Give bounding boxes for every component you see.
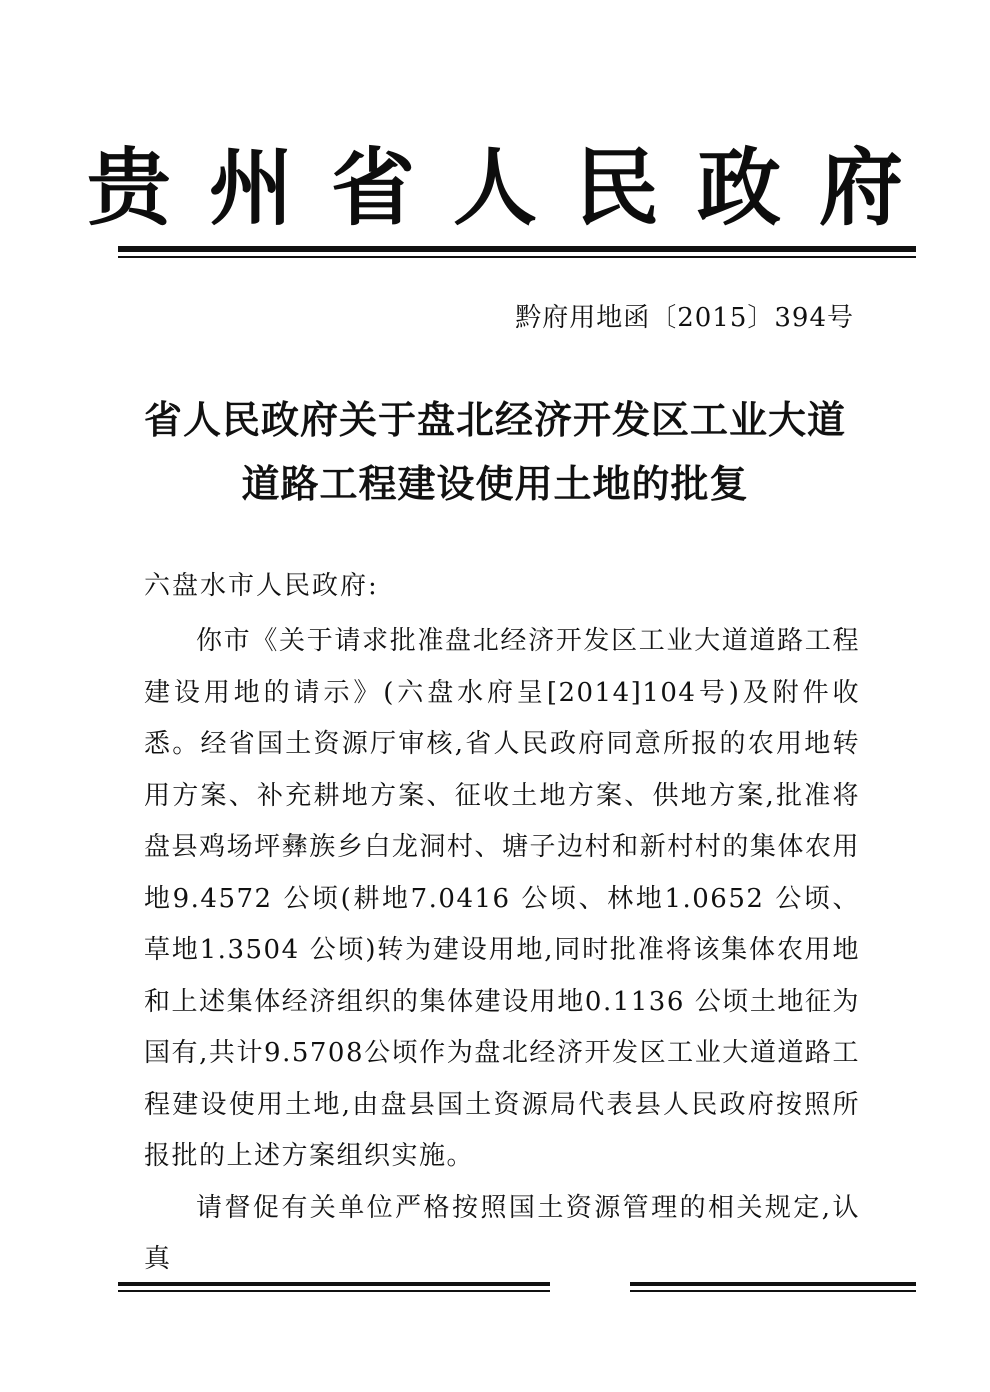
footer-divider-right-thin <box>630 1290 916 1292</box>
header-divider-thin <box>118 256 916 258</box>
body-paragraph-1: 你市《关于请求批准盘北经济开发区工业大道道路工程建设用地的请示》(六盘水府呈[2014]104号)及附件收悉。经省国土资源厅审核,省人民政府同意所报的农用地转用方案、补充耕地方案、征收土地方案、供地方案,批准将盘县鸡场坪彝族乡白龙洞村、塘子边村和新村村的集体农用地9.4572 公顷(耕地7.0416 公顷、林地1.0652 公顷、草地1.3504 公顷)转为建设用地,同时批准将该集体农用地和上述集体经济组织的集体建设用地0.1136 公顷土地征为国有,共计9.5708公顷作为盘北经济开发区工业大道道路工程建设使用土地,由盘县国土资源局代表县人民政府按照所报批的上述方案组织实施。 <box>144 626 860 1171</box>
issuer-header: 贵州省人民政府 <box>86 139 941 237</box>
body-text <box>144 616 860 1286</box>
document-number: 黔府用地函〔2015〕394号 <box>515 303 854 333</box>
body-paragraph-2: 请督促有关单位严格按照国土资源管理的相关规定,认真 <box>144 1192 860 1274</box>
footer-divider-left-thin <box>118 1290 550 1292</box>
header-divider-thick <box>118 246 916 252</box>
document-title-line-2: 道路工程建设使用土地的批复 <box>241 462 749 506</box>
salutation: 六盘水市人民政府: <box>144 571 379 601</box>
document-title-line-1: 省人民政府关于盘北经济开发区工业大道 <box>143 398 846 442</box>
document-title <box>0 388 990 516</box>
footer-divider-left-thick <box>118 1282 550 1286</box>
footer-divider-right-thick <box>630 1282 916 1286</box>
